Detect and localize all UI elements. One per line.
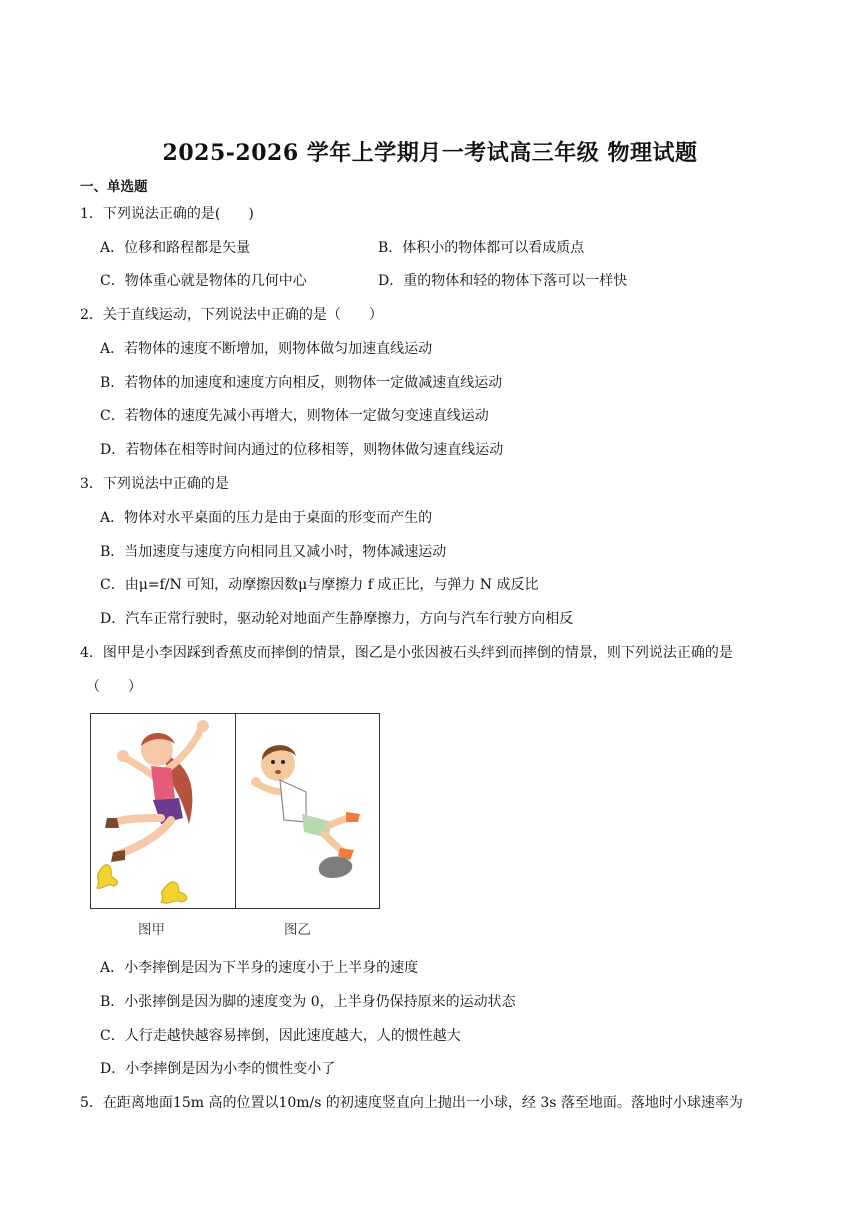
page-title: 2025-2026 学年上学期月一考试高三年级 物理试题 [162,140,698,166]
option-c: C．由μ=f/N 可知，动摩擦因数μ与摩擦力 f 成正比，与弹力 N 成反比 [100,577,539,593]
section-heading: 一、单选题 [80,179,148,195]
option-b: B．若物体的加速度和速度方向相反，则物体一定做减速直线运动 [100,375,503,391]
figure-panel-jia [91,714,235,908]
option-a: A．若物体的速度不断增加，则物体做匀加速直线运动 [100,341,433,357]
boy-tripping-illustration [236,714,380,908]
option-c: C．若物体的速度先减小再增大，则物体一定做匀变速直线运动 [100,408,489,424]
option-a: A．位移和路程都是矢量 [100,240,251,256]
figure-panel-yi [235,714,380,908]
answer-paren: （ ） [86,679,142,695]
option-b: B．当加速度与速度方向相同且又减小时，物体减速运动 [100,544,447,560]
question-stem: 5．在距离地面15m 高的位置以10m/s 的初速度竖直向上抛出一小球，经 3s 落至地面。落地时小球速率为 [80,1095,743,1111]
option-d: D．汽车正常行驶时，驱动轮对地面产生静摩擦力，方向与汽车行驶方向相反 [100,611,574,627]
option-c: C．人行走越快越容易摔倒，因此速度越大，人的惯性越大 [100,1028,461,1044]
question-stem: 2．关于直线运动，下列说法中正确的是（ ） [80,307,383,323]
question-figure [90,713,380,909]
option-c: C．物体重心就是物体的几何中心 [100,273,307,289]
option-d: D．重的物体和轻的物体下落可以一样快 [378,273,628,289]
option-b: B．小张摔倒是因为脚的速度变为 0，上半身仍保持原来的运动状态 [100,994,516,1010]
option-a: A．小李摔倒是因为下半身的速度小于上半身的速度 [100,960,419,976]
option-d: D．若物体在相等时间内通过的位移相等，则物体做匀速直线运动 [100,442,504,458]
option-a: A．物体对水平桌面的压力是由于桌面的形变而产生的 [100,510,433,526]
girl-slipping-illustration [91,714,235,908]
question-stem: 3．下列说法中正确的是 [80,476,229,492]
option-d: D．小李摔倒是因为小李的惯性变小了 [100,1061,336,1077]
figure-caption-jia: 图甲 [138,922,165,938]
question-stem: 1．下列说法正确的是( ) [80,206,254,222]
option-b: B．体积小的物体都可以看成质点 [378,240,585,256]
question-stem: 4．图甲是小李因踩到香蕉皮而摔倒的情景，图乙是小张因被石头绊到而摔倒的情景，则下列说法正确的是 [80,645,733,661]
figure-caption-yi: 图乙 [284,922,311,938]
